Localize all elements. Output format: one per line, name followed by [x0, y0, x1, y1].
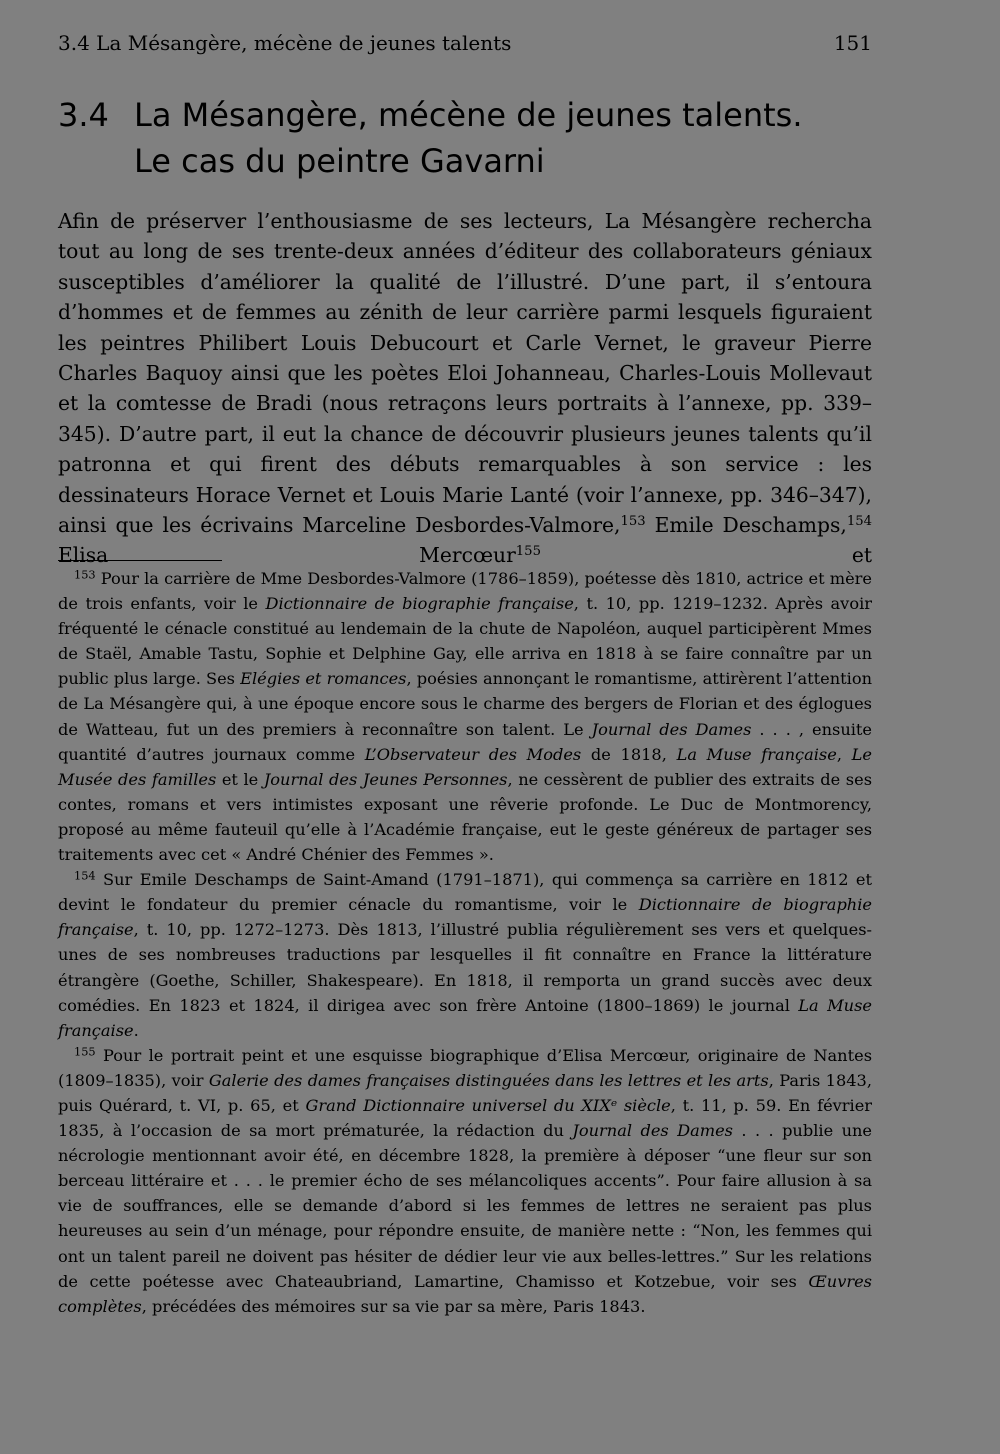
footnote-text: , Paris 1843, puis Quérard, t. VI, p. 65, et	[58, 1070, 872, 1115]
section-title-line-2: Le cas du peintre Gavarni	[134, 142, 545, 180]
footnote-title-text: La Muse française	[676, 744, 837, 764]
footnote-155	[58, 1043, 872, 1319]
section-title-line-1: La Mésangère, mécène de jeunes talents.	[134, 96, 803, 134]
footnote-number: 154	[74, 868, 96, 883]
footnote-text: , t. 11, p. 59. En février 1835, à l’occasion de sa mort prématurée, la rédaction du	[58, 1095, 873, 1141]
footnote-154	[58, 867, 872, 1043]
body-paragraph	[58, 206, 872, 571]
body-text-part-3: Elisa Mercœur	[58, 543, 516, 568]
body-text-part-2: Emile Deschamps,	[645, 513, 847, 538]
footnote-title-text: Galerie des dames françaises distinguées dans les lettres et les arts	[208, 1070, 769, 1090]
footnote-title-text: La Muse française	[58, 995, 872, 1040]
footnote-title-text: Dictionnaire de biographie française	[265, 594, 574, 614]
footnote-text: , t. 10, pp. 1272–1273. Dès 1813, l’illustré publia régulièrement ses vers et quelques-unes de ses nombreuses traductions par lesquelles il fit connaître en France la littérature étrangère (Goethe, Schiller, Shakespeare). En 1818, il remporta un grand succès avec deux comédies. En 1823 et 1824, il dirigea avec son frère Antoine (1800–1869) le journal	[58, 920, 872, 1015]
footnote-text: .	[133, 1020, 139, 1040]
footnote-ref-153[interactable]: 153	[620, 513, 646, 529]
section-number: 3.4	[58, 96, 109, 134]
footnote-title-text: Journal des Dames	[591, 719, 752, 739]
footnote-text: , ne cessèrent de publier des extraits de ses contes, romans et vers intimistes exposant une rêverie profonde. Le Duc de Montmorency, proposé au même fauteuil qu’elle à l’Académie française, eut le geste généreux de partager ses traitements avec cet « André Chénier des Femmes ».	[58, 769, 873, 865]
footnote-text: , précédées des mémoires sur sa vie par sa mère, Paris 1843.	[141, 1296, 646, 1316]
running-title: 3.4 La Mésangère, mécène de jeunes talents	[58, 31, 512, 55]
footnote-title-text: Œuvres complètes	[58, 1271, 872, 1316]
footnote-text: ,	[836, 744, 852, 764]
footnote-text: Sur Emile Deschamps de Saint-Amand (1791–1871), qui commença sa carrière en 1812 et devint le fondateur du premier cénacle du romantisme, voir le	[58, 870, 872, 915]
body-paragraph-container	[58, 206, 872, 571]
footnote-separator	[58, 560, 222, 561]
page-number: 151	[833, 31, 872, 55]
body-text-part-4: et	[540, 543, 872, 568]
footnote-number: 153	[74, 567, 96, 582]
footnote-ref-155[interactable]: 155	[515, 544, 541, 560]
footnote-text: , t. 10, pp. 1219–1232. Après avoir fréquenté le cénacle constitué au lendemain de la chute de Napoléon, auquel participèrent Mmes de Staël, Amable Tastu, Sophie et Delphine Gay, elle arriva en 1818 à se faire connaître par un public plus large. Ses	[58, 594, 872, 689]
footnote-ref-154[interactable]: 154	[846, 513, 872, 529]
footnote-title-text: Journal des Jeunes Personnes	[263, 769, 508, 789]
footnotes	[58, 566, 872, 1319]
running-header	[58, 30, 872, 56]
footnote-text: de 1818,	[581, 744, 677, 764]
footnote-text: . . . , ensuite quantité d’autres journaux comme	[58, 719, 873, 764]
body-text-part-1: Afin de préserver l’enthousiasme de ses lecteurs, La Mésangère rechercha tout au long de ses trente-deux années d’éditeur des collaborateurs géniaux susceptibles d’améliorer la qualité de l’illustré. D’une part, il s’entoura d’hommes et de femmes au zénith de leur carrière parmi lesquels figuraient les peintres Philibert Louis Debucourt et Carle Vernet, le graveur Pierre Charles Baquoy ainsi que les poètes Eloi Johanneau, Charles-Louis Mollevaut et la comtesse de Bradi (nous retraçons leurs portraits à l’annexe, pp. 339–345). D’autre part, il eut la chance de découvrir plusieurs jeunes talents qu’il patronna et qui firent des débuts remarquables à son service : les dessinateurs Horace Vernet et Louis Marie Lanté (voir l’annexe, pp. 346–347), ainsi que les écrivains Marceline Desbordes-Valmore,	[58, 209, 872, 538]
footnote-title-text: Le Musée des familles	[58, 744, 872, 789]
footnote-title-text: Dictionnaire de biographie française	[58, 895, 872, 940]
footnote-title-text: Grand Dictionnaire universel du XIXᵉ siècle	[305, 1095, 671, 1115]
footnote-title-text: L’Observateur des Modes	[364, 744, 582, 764]
footnote-title-text: Elégies et romances	[240, 669, 407, 689]
footnote-text: Pour le portrait peint et une esquisse biographique d’Elisa Mercœur, originaire de Nantes (1809–1835), voir	[58, 1045, 872, 1090]
footnote-153	[58, 566, 872, 867]
footnote-number: 155	[74, 1044, 96, 1059]
footnote-text: et le	[216, 769, 264, 789]
footnote-text: Pour la carrière de Mme Desbordes-Valmore (1786–1859), poétesse dès 1810, actrice et mère de trois enfants, voir le	[58, 569, 872, 614]
footnote-text: , poésies annonçant le romantisme, attirèrent l’attention de La Mésangère qui, à une époque encore sous le charme des bergers de Florian et des églogues de Watteau, fut un des premiers à reconnaître son talent. Le	[58, 669, 872, 739]
footnote-title-text: Journal des Dames	[572, 1121, 733, 1141]
footnote-text: . . . publie une nécrologie mentionnant avoir été, en décembre 1828, la première à déposer “une fleur sur son berceau littéraire et . . . le premier écho de ses mélancoliques accents”. Pour faire allusion à sa vie de souffrances, elle se demande d’abord si les femmes de lettres ne seraient pas plus heureuses au sein d’un ménage, pour répondre ensuite, de manière nette : “Non, les femmes qui ont un talent pareil ne doivent pas hésiter de dédier leur vie aux belles-lettres.” Sur les relations de cette poétesse avec Chateaubriand, Lamartine, Chamisso et Kotzebue, voir ses	[58, 1121, 872, 1291]
